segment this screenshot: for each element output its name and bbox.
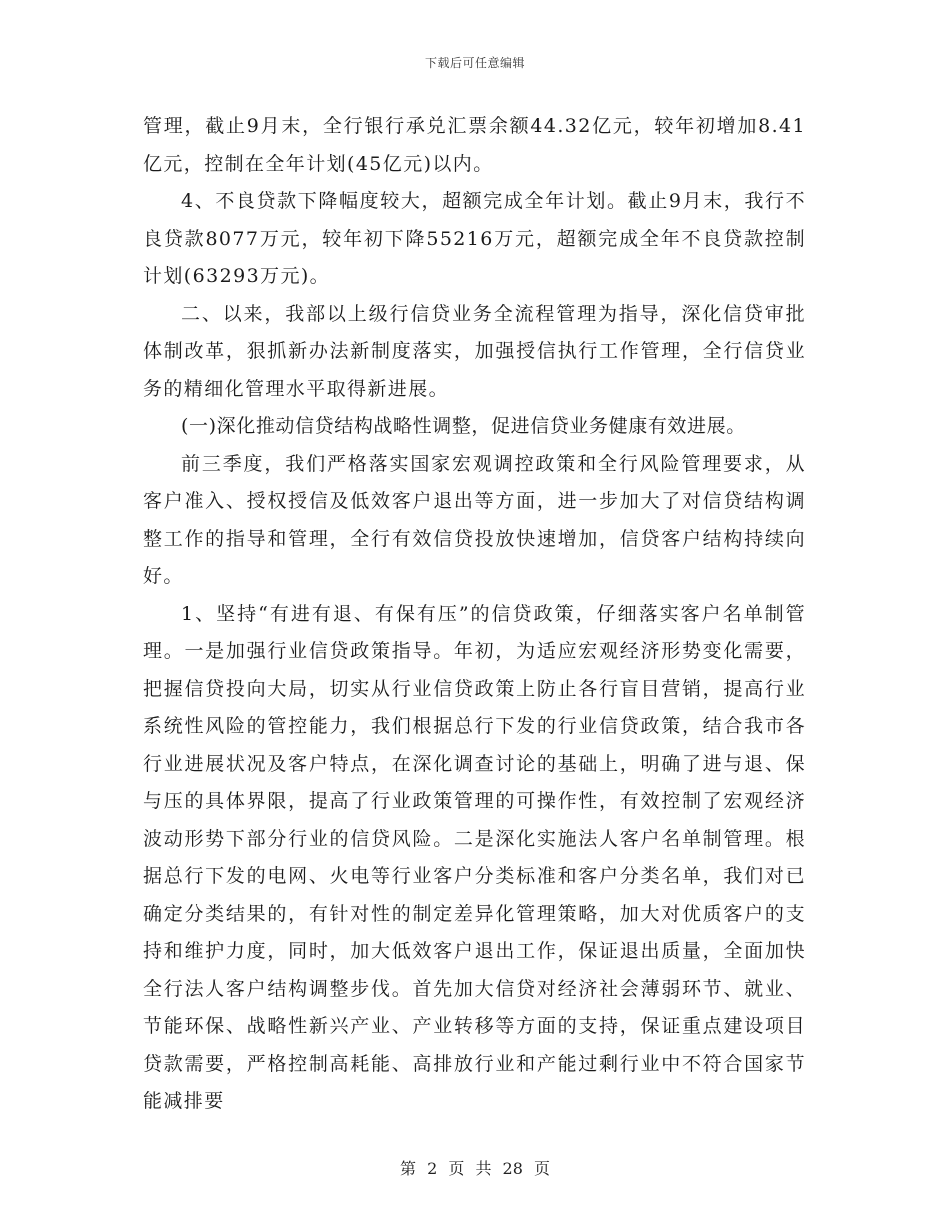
paragraph-3: 二、以来，我部以上级行信贷业务全流程管理为指导，深化信贷审批体制改革，狠抓新办法新制度落实，加强授信执行工作管理，全行信贷业务的精细化管理水平取得新进展。 [143, 302, 806, 400]
section-heading: (一)深化推动信贷结构战略性调整，促进信贷业务健康有效进展。 [181, 415, 746, 437]
paragraph-2: 4、不良贷款下降幅度较大，超额完成全年计划。截止9月末，我行不良贷款8077万元，较年初下降55216万元，超额完成全年不良贷款控制计划(63293万元)。 [143, 190, 806, 287]
paragraph-5: 1、坚持“有进有退、有保有压”的信贷政策，仔细落实客户名单制管理。一是加强行业信贷政策指导。年初，为适应宏观经济形势变化需要，把握信贷投向大局，切实从行业信贷政策上防止各行盲目营销，提高行业系统性风险的管控能力，我们根据总行下发的行业信贷政策，结合我市各行业进展状况及客户特点，在深化调查讨论的基础上，明确了进与退、保与压的具体界限，提高了行业政策管理的可操作性，有效控制了宏观经济波动形势下部分行业的信贷风险。二是深化实施法人客户名单制管理。根据总行下发的电网、火电等行业客户分类标准和客户分类名单，我们对已确定分类结果的，有针对性的制定差异化管理策略，加大对优质客户的支持和维护力度，同时，加大低效客户退出工作，保证退出质量，全面加快全行法人客户结构调整步伐。首先加大信贷对经济社会薄弱环节、就业、节能环保、战略性新兴产业、产业转移等方面的支持，保证重点建设项目贷款需要，严格控制高耗能、高排放行业和产能过剩行业中不符合国家节能减排要 [143, 602, 806, 1112]
page-footer-number: 第 2 页 共 28 页 [400, 1159, 550, 1178]
document-body [143, 108, 806, 1121]
paragraph-1: 管理，截止9月末，全行银行承兑汇票余额44.32亿元，较年初增加8.41亿元，控制在全年计划(45亿元)以内。 [143, 115, 806, 175]
paragraph-4: 前三季度，我们严格落实国家宏观调控政策和全行风险管理要求，从客户准入、授权授信及低效客户退出等方面，进一步加大了对信贷结构调整工作的指导和管理，全行有效信贷投放快速增加，信贷客户结构持续向好。 [143, 452, 806, 587]
page-header-note: 下载后可任意编辑 [424, 56, 525, 70]
